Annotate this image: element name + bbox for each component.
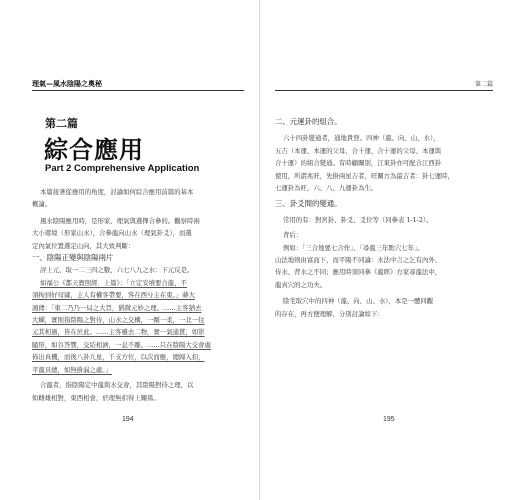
paragraph-line: 五吉（本運、本運的父母、合十運、合十運的父母、本運與	[275, 146, 442, 155]
paragraph-line: 六十四卦變通者，通地貴登。四神（龍、向、山、水），	[283, 134, 440, 143]
paragraph-line: 使用，所謂兆旺，先掛兩星吉者，旺關方為最吉者：卦七運時，	[275, 171, 454, 180]
quote-line: 如福公《都天寶照經．上篇》：「立定安墳要合龍，不	[40, 278, 187, 287]
paragraph-line: 的存在，再方便理解，分別討論如下：	[275, 309, 384, 318]
paragraph-line: 常用的有：對宮卦、卦爻、爻位等（同參表 1-1-2）。	[283, 215, 433, 224]
paragraph-line: 山法地則由富而下，而平陽不同論：水法中言之乞有內外、	[275, 256, 442, 265]
page-number: 194	[122, 416, 134, 423]
quote-line: 隨形，如谷答響，交結相濟，一息不離。……只在陰陽大交會處	[32, 340, 211, 349]
paragraph-line: 合十運）的組合變通。有時顧關別，江東卦亦可配合江西卦	[275, 159, 442, 168]
paragraph-line: 七運卦為旺，六、八、九運卦為生。	[275, 184, 378, 193]
paragraph-line: 合龍者，指陰陽定中龍與水交會，其陰陽對待之理，以	[40, 381, 194, 390]
paragraph-line: 例如：「三合地要七合作」、「尋龍三年點穴七年」。	[283, 243, 424, 252]
paragraph-line: 如雌雄相對，東西相會，於理無扣得上關係。	[32, 393, 160, 402]
quote-line: 須拘到好穹窿，主人有權客帶要，客在西兮主在東。」蔣大	[32, 291, 195, 300]
quote-line: 大蟬，實則指陰陽之對待，山水之交構，一剛一柔，一北一往	[32, 316, 205, 325]
quote-line: 元其相過，皆在於此。……主客雖去二物，實一氣通貫，如影	[32, 328, 205, 337]
section-heading: 三、卦爻間的變通。	[275, 199, 342, 209]
chapter-title-zh: 綜合應用	[44, 136, 144, 164]
part-label: 第二篇	[45, 117, 78, 130]
header-rule	[275, 90, 493, 91]
quote-line: 平龍具總，如無掛漏之處。」	[32, 365, 112, 374]
left-body	[32, 186, 244, 404]
running-header: 理氣—風水陰陽之奧秘	[32, 80, 102, 88]
section-heading: 一、陰陽正變與陰陽兩片	[32, 253, 114, 263]
section-heading: 二、元運卦的組合。	[275, 117, 342, 126]
paragraph-line: 評上元、取一二三四之數，六七八九之水：下元反是。	[40, 266, 194, 275]
quote-line: 佈出真機，而後八卦九星，千支方位，以次而應，總歸入扣，	[32, 353, 205, 362]
paragraph-line: 定內氣位置選定山向，其大致判斷：	[32, 241, 135, 250]
paragraph-line: 侍水、背水之不同；應用時須同參《龍經》方家尋龍法中，	[275, 268, 442, 277]
header-rule	[32, 90, 244, 91]
paragraph-line: 風水陰陽應用時，是形家、理氣與選擇合參的。觀察時兩	[40, 216, 200, 225]
paragraph-line: 龍真穴的之功夫。	[275, 280, 327, 289]
running-header: 第二篇	[474, 81, 493, 88]
right-page	[261, 0, 520, 500]
intro-line: 本篇接著從應用的角度，討論如何綜合應用前篇的基本	[40, 188, 194, 196]
right-body	[275, 116, 493, 320]
chapter-title-en: Part 2 Comprehensive Application	[45, 163, 200, 174]
paragraph-line: 陰宅取穴中的四神（龍、向、山、水），本是一體同觀	[283, 297, 434, 306]
paragraph-line: 背后：	[283, 231, 303, 240]
page-number: 195	[383, 416, 395, 423]
paragraph-line: 大小環境（形家山水），合參龍向山水（理氣卦爻），而選	[32, 229, 192, 238]
intro-line: 概論。	[32, 200, 52, 209]
quote-line: 鴻傳：「東二乃乃一局之大旨，猶微元妙之理。……主客猶去	[32, 303, 202, 312]
